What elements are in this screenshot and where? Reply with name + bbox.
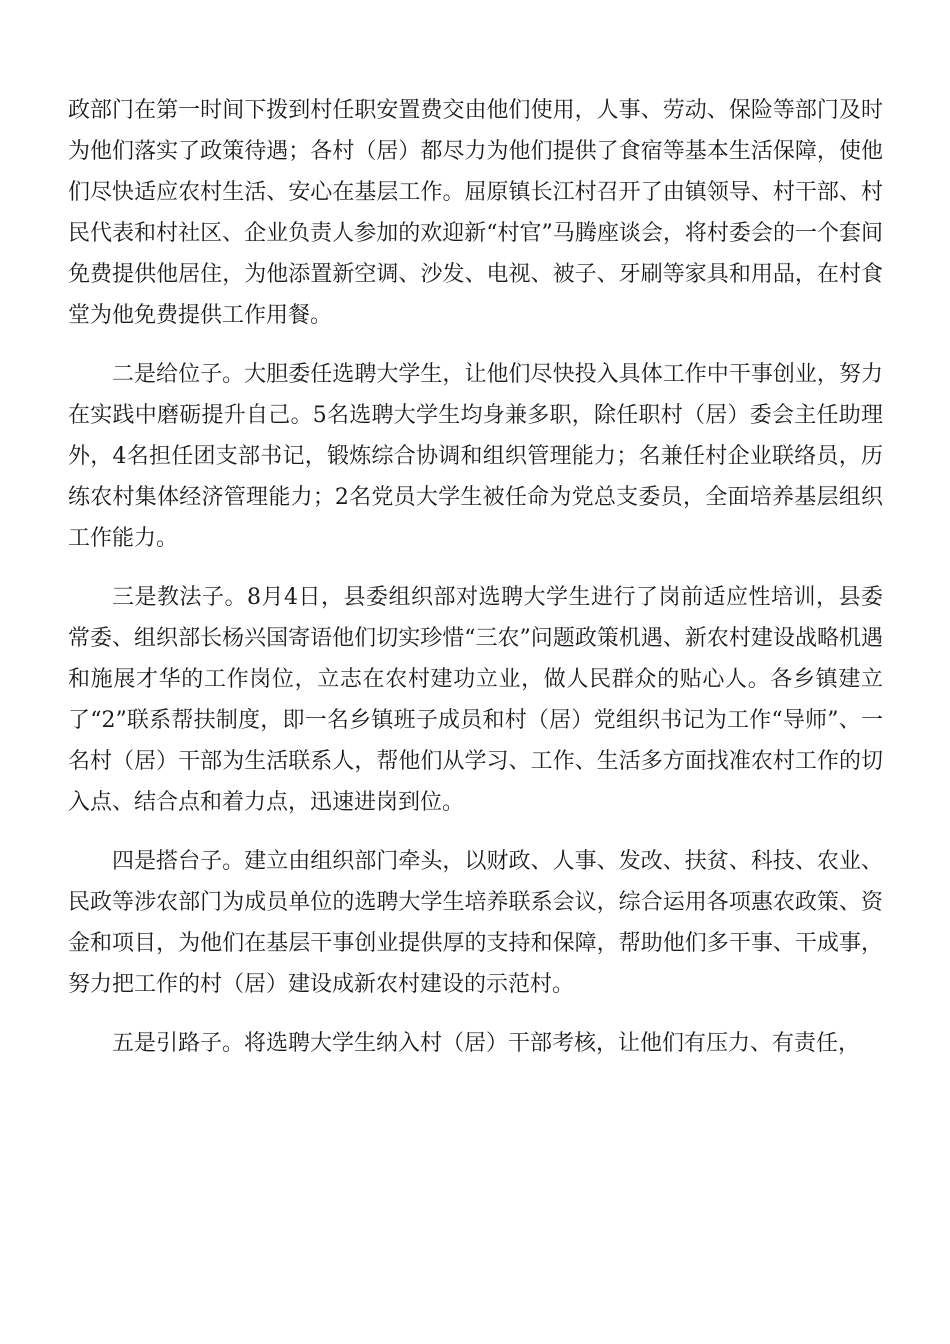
paragraph-give-position: 二是给位子。大胆委任选聘大学生，让他们尽快投入具体工作中干事创业，努力在实践中磨砺提升自己。5名选聘大学生均身兼多职，除任职村（居）委会主任助理外，4名担任团支部书记，锻炼综合协调和组织管理能力；名兼任村企业联络员，历练农村集体经济管理能力；2名党员大学生被任命为党总支委员，全面培养基层组织工作能力。 xyxy=(68,362,883,551)
paragraph-teach-methods: 三是教法子。8月4日，县委组织部对选聘大学生进行了岗前适应性培训，县委常委、组织部长杨兴国寄语他们切实珍惜“三农”问题政策机遇、新农村建设战略机遇和施展才华的工作岗位，立志在农村建功立业，做人民群众的贴心人。各乡镇建立了“2”联系帮扶制度，即一名乡镇班子成员和村（居）党组织书记为工作“导师”、一名村（居）干部为生活联系人，帮他们从学习、工作、生活多方面找准农村工作的切入点、结合点和着力点，迅速进岗到位。 xyxy=(68,585,883,815)
document-body xyxy=(68,90,883,1082)
paragraph-guide-path: 五是引路子。将选聘大学生纳入村（居）干部考核，让他们有压力、有责任， xyxy=(112,1031,861,1056)
paragraph-build-platform: 四是搭台子。建立由组织部门牵头，以财政、人事、发改、扶贫、科技、农业、民政等涉农部门为成员单位的选聘大学生培养联系会议，综合运用各项惠农政策、资金和项目，为他们在基层干事创业提供厚的支持和保障，帮助他们多干事、干成事，努力把工作的村（居）建设成新农村建设的示范村。 xyxy=(68,849,883,997)
paragraph-continuation: 政部门在第一时间下拨到村任职安置费交由他们使用，人事、劳动、保险等部门及时为他们落实了政策待遇；各村（居）都尽力为他们提供了食宿等基本生活保障，使他们尽快适应农村生活、安心在基层工作。屈原镇长江村召开了由镇领导、村干部、村民代表和村社区、企业负责人参加的欢迎新“村官”马腾座谈会，将村委会的一个套间免费提供他居住，为他添置新空调、沙发、电视、被子、牙刷等家具和用品，在村食堂为他免费提供工作用餐。 xyxy=(68,98,883,328)
